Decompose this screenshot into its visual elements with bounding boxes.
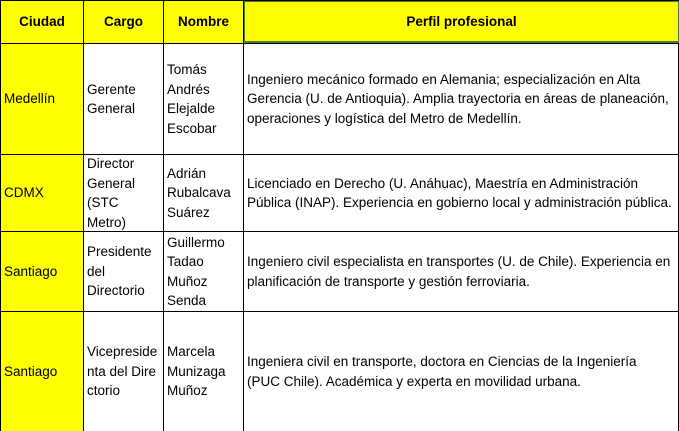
- name-cell[interactable]: [164, 232, 244, 311]
- table-row: [0, 44, 679, 155]
- header-name-cell[interactable]: [164, 1, 244, 43]
- name-cell[interactable]: [164, 44, 244, 154]
- table-row: [0, 155, 679, 232]
- city-value: Santiago: [4, 263, 58, 279]
- name-value: Guillermo Tadao Muñoz Senda: [167, 234, 225, 308]
- city-cell[interactable]: [0, 155, 84, 231]
- table-row: [0, 312, 679, 431]
- header-profile-label: Perfil profesional: [406, 13, 517, 29]
- header-row: [0, 0, 679, 44]
- header-city-label: Ciudad: [19, 14, 65, 30]
- city-value: Medellín: [4, 91, 56, 107]
- profile-value: Ingeniero civil especialista en transportes (U. de Chile). Experiencia en planificación de transporte y gestión ferroviaria.: [247, 254, 671, 289]
- role-value: Presidente del Directorio: [87, 244, 152, 299]
- role-value: Gerente General: [87, 81, 136, 116]
- role-value: Vicepresidenta del Directorio: [87, 344, 158, 399]
- name-value: Tomás Andrés Elejalde Escobar: [167, 62, 217, 136]
- role-cell[interactable]: [84, 232, 164, 311]
- name-value: Adrián Rubalcava Suárez: [167, 165, 231, 220]
- profile-value: Ingeniera civil en transporte, doctora en Ciencias de la Ingeniería (PUC Chile). Académica y experta en movilidad urbana.: [247, 354, 637, 389]
- table-row: [0, 232, 679, 312]
- city-value: Santiago: [4, 363, 58, 379]
- header-role-label: Cargo: [103, 14, 143, 30]
- profile-value: Ingeniero mecánico formado en Alemania; especialización en Alta Gerencia (U. de Antioquia). Amplia trayectoria en áreas de planeación, operaciones y logística del Metro de Medellín.: [247, 71, 669, 126]
- role-cell[interactable]: [84, 155, 164, 231]
- role-cell[interactable]: [84, 312, 164, 431]
- header-city-cell[interactable]: [0, 1, 84, 43]
- role-cell[interactable]: [84, 44, 164, 154]
- name-cell[interactable]: [164, 155, 244, 231]
- profile-cell[interactable]: [244, 232, 679, 311]
- profile-cell[interactable]: [244, 312, 679, 431]
- header-name-label: Nombre: [177, 14, 229, 30]
- header-profile-cell[interactable]: [244, 1, 679, 43]
- header-role-cell[interactable]: [84, 1, 164, 43]
- name-value: Marcela Munizaga Muñoz: [167, 344, 226, 399]
- city-cell[interactable]: [0, 312, 84, 431]
- city-value: CDMX: [4, 185, 44, 201]
- city-cell[interactable]: [0, 232, 84, 311]
- name-cell[interactable]: [164, 312, 244, 431]
- role-value: Director General (STC Metro): [87, 156, 136, 230]
- profile-cell[interactable]: [244, 44, 679, 154]
- profile-cell[interactable]: [244, 155, 679, 231]
- city-cell[interactable]: [0, 44, 84, 154]
- profile-value: Licenciado en Derecho (U. Anáhuac), Maestría en Administración Pública (INAP). Experiencia en gobierno local y administración pública.: [247, 175, 672, 210]
